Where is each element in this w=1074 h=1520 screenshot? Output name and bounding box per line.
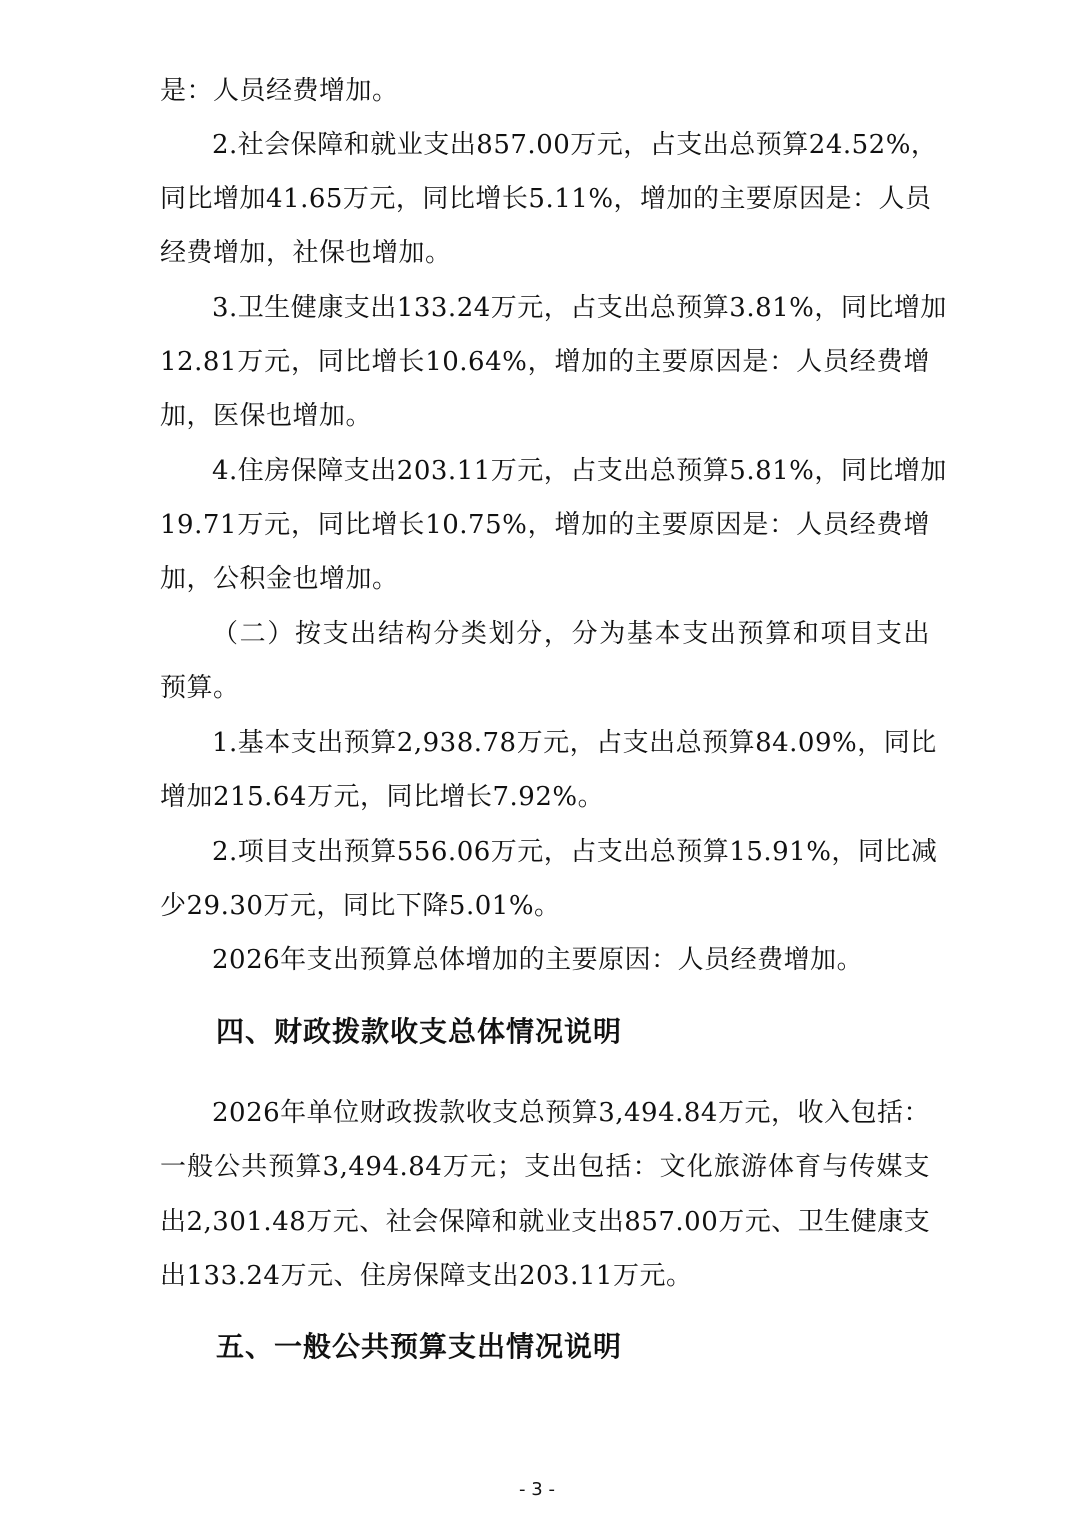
section-heading: 四、财政拨款收支总体情况说明 bbox=[216, 1015, 623, 1048]
paragraph-line: 同比增加41.65万元，同比增长5.11%，增加的主要原因是：人员 bbox=[160, 184, 932, 214]
paragraph-line: 出2,301.48万元、社会保障和就业支出857.00万元、卫生健康支 bbox=[160, 1207, 931, 1237]
paragraph-line: 2026年支出预算总体增加的主要原因：人员经费增加。 bbox=[212, 945, 864, 975]
paragraph-line: 出133.24万元、住房保障支出203.11万元。 bbox=[160, 1261, 693, 1291]
paragraph-line: 2.社会保障和就业支出857.00万元，占支出总预算24.52%， bbox=[212, 130, 938, 160]
paragraph-line: 加，公积金也增加。 bbox=[160, 564, 399, 594]
paragraph-line: 经费增加，社保也增加。 bbox=[160, 238, 452, 268]
paragraph-line: 12.81万元，同比增长10.64%，增加的主要原因是：人员经费增 bbox=[160, 347, 930, 377]
paragraph-line: 2.项目支出预算556.06万元，占支出总预算15.91%，同比减 bbox=[212, 837, 938, 867]
page-number: - 3 - bbox=[519, 1479, 555, 1500]
paragraph-line: 1.基本支出预算2,938.78万元，占支出总预算84.09%，同比 bbox=[212, 728, 937, 758]
section-heading: 五、一般公共预算支出情况说明 bbox=[216, 1330, 623, 1363]
paragraph-line: 增加215.64万元，同比增长7.92%。 bbox=[160, 782, 605, 812]
paragraph-line: 加，医保也增加。 bbox=[160, 401, 373, 431]
paragraph-line: 一般公共预算3,494.84万元；支出包括：文化旅游体育与传媒支 bbox=[160, 1152, 930, 1182]
paragraph-line: 2026年单位财政拨款收支总预算3,494.84万元，收入包括： bbox=[212, 1098, 930, 1128]
paragraph-line: 4.住房保障支出203.11万元，占支出总预算5.81%，同比增加 bbox=[212, 456, 947, 486]
paragraph-line: 预算。 bbox=[160, 673, 240, 703]
paragraph-line: （二）按支出结构分类划分，分为基本支出预算和项目支出 bbox=[212, 619, 930, 649]
paragraph-line: 少29.30万元，同比下降5.01%。 bbox=[160, 891, 561, 921]
paragraph-line: 是：人员经费增加。 bbox=[160, 76, 399, 106]
paragraph-line: 3.卫生健康支出133.24万元，占支出总预算3.81%，同比增加 bbox=[212, 293, 947, 323]
paragraph-line: 19.71万元，同比增长10.75%，增加的主要原因是：人员经费增 bbox=[160, 510, 930, 540]
